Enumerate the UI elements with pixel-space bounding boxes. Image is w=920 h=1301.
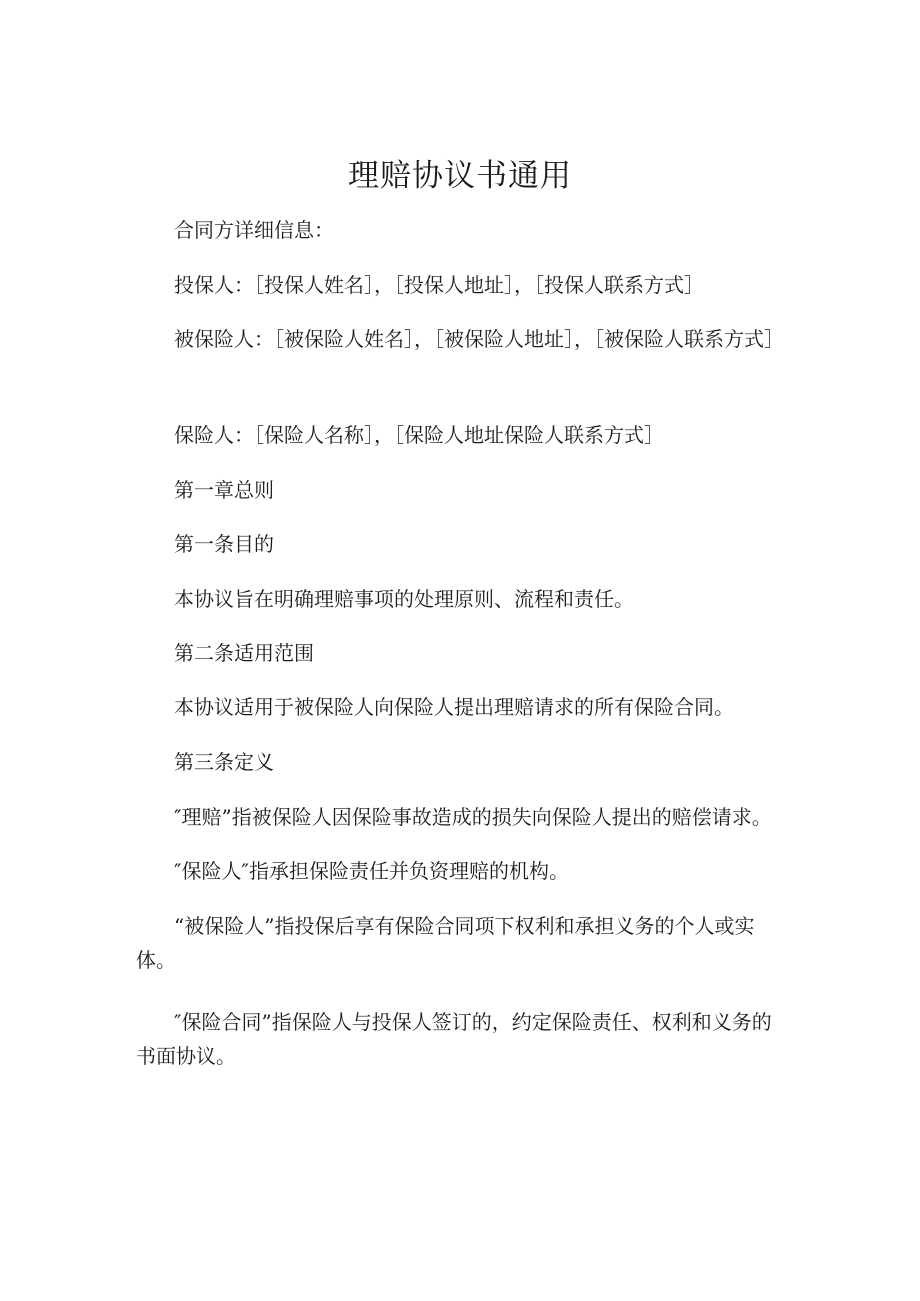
- paragraph-chapter-one: 第一章总则: [174, 478, 274, 502]
- paragraph-article-three: 第三条定义: [174, 750, 274, 774]
- paragraph-definition-insured: “被保险人”指投保后享有保险合同项下权利和承担义务的个人或实体。: [136, 914, 755, 972]
- paragraph-policyholder: 投保人：［投保人姓名］，［投保人地址］，［投保人联系方式］: [174, 273, 704, 297]
- paragraph-insured: 被保险人：［被保险人姓名］，［被保险人地址］，［被保险人联系方式］: [174, 327, 784, 351]
- paragraph-article-one: 第一条目的: [174, 532, 274, 556]
- paragraph-insurer: 保险人：［保险人名称］，［保险人地址保险人联系方式］: [174, 423, 664, 447]
- paragraph-article-two: 第二条适用范围: [174, 641, 314, 665]
- document-title: 理赔协议书通用: [348, 158, 572, 194]
- paragraph-definition-claim: ″理赔”指被保险人因保险事故造成的损失向保险人提出的赔偿请求。: [174, 805, 772, 829]
- paragraph-definition-contract: ″保险合同”指保险人与投保人签订的，约定保险责任、权利和义务的书面协议。: [136, 1010, 772, 1068]
- paragraph-scope: 本协议适用于被保险人向保险人提出理赔请求的所有保险合同。: [174, 695, 734, 719]
- paragraph-purpose: 本协议旨在明确理赔事项的处理原则、流程和责任。: [174, 587, 634, 611]
- paragraph-definition-insurer: ″保险人″指承担保险责任并负资理赔的机构。: [174, 859, 569, 883]
- paragraph-contract-parties-heading: 合同方详细信息：: [174, 218, 334, 242]
